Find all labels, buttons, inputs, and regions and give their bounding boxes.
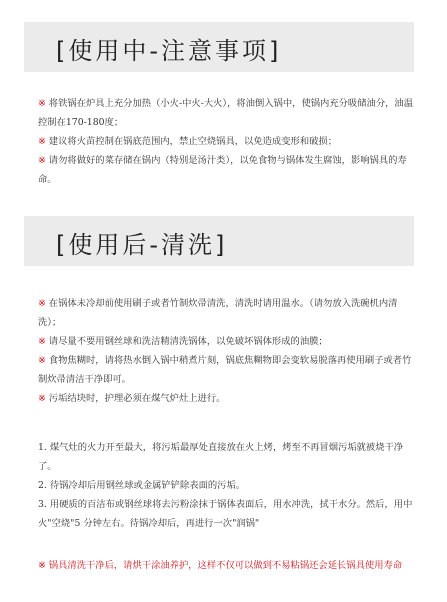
step-item: 2. 待锅冷却后用钢丝球或金属铲铲除表面的污垢。 xyxy=(38,480,246,491)
note-marker: ※ xyxy=(38,136,46,147)
cleaning-notes xyxy=(38,294,413,408)
note-text: 请尽量不要用钢丝球和洗洁精清洗锅体，以免破坏锅体形成的油膜； xyxy=(48,336,328,347)
note-item xyxy=(38,94,413,132)
section-title-cleaning: [使用后-清洗] xyxy=(56,231,228,259)
note-marker: ※ xyxy=(38,393,46,404)
step-item: 1. 煤气灶的火力开至最大，将污垢最厚处直接放在火上烤，烤至不再冒烟污垢就被烧干净了。 xyxy=(38,442,404,472)
note-item xyxy=(38,132,413,151)
care-tip xyxy=(38,556,413,575)
note-marker: ※ xyxy=(38,98,46,109)
note-item xyxy=(38,151,413,189)
note-marker: ※ xyxy=(38,355,46,366)
note-text: 建议将火苗控制在锅底范围内，禁止空烧锅具，以免造成变形和破损； xyxy=(48,136,338,147)
note-item xyxy=(38,389,413,408)
note-text: 将铁锅在炉具上充分加热（小火-中火-大火），将油倒入锅中，使锅内充分吸储油分，油温控制在170-180度； xyxy=(38,98,414,128)
note-marker: ※ xyxy=(38,298,46,309)
note-text: 请勿将做好的菜存储在锅内（特别是汤汁类），以免食物与锅体发生腐蚀，影响锅具的寿命。 xyxy=(38,155,407,185)
note-text: 在锅体未冷却前使用刷子或者竹制炊帚清洗，清洗时请用温水。（请勿放入洗碗机内清洗）； xyxy=(38,298,398,328)
note-marker: ※ xyxy=(38,336,46,347)
cleaning-steps xyxy=(38,438,413,533)
tip-text: 锅具清洗干净后，请烘干涂油养护，这样不仅可以做到不易粘锅还会延长锅具使用寿命 xyxy=(48,560,403,571)
note-item xyxy=(38,332,413,351)
note-text: 污垢结块时，护理必须在煤气炉灶上进行。 xyxy=(48,393,226,404)
note-item xyxy=(38,351,413,389)
step-item: 3. 用硬质的百洁布或钢丝球将去污粉涂抹于锅体表面后，用水冲洗，拭干水分。然后，用中火"空烧"5 分钟左右。待锅冷却后，再进行一次"润锅" xyxy=(38,499,413,529)
note-marker: ※ xyxy=(38,155,46,166)
section-title-in-use: [使用中-注意事项] xyxy=(56,37,282,65)
note-item xyxy=(38,294,413,332)
note-text: 食物焦糊时，请将热水倒入锅中稍煮片刻，锅底焦糊物即会变软易脱落再使用刷子或者竹制炊帚清洁干净即可。 xyxy=(38,355,412,385)
section-heading-in-use xyxy=(24,22,414,72)
in-use-notes xyxy=(38,94,413,189)
tip-marker: ※ xyxy=(38,560,46,571)
section-heading-cleaning xyxy=(24,216,414,266)
